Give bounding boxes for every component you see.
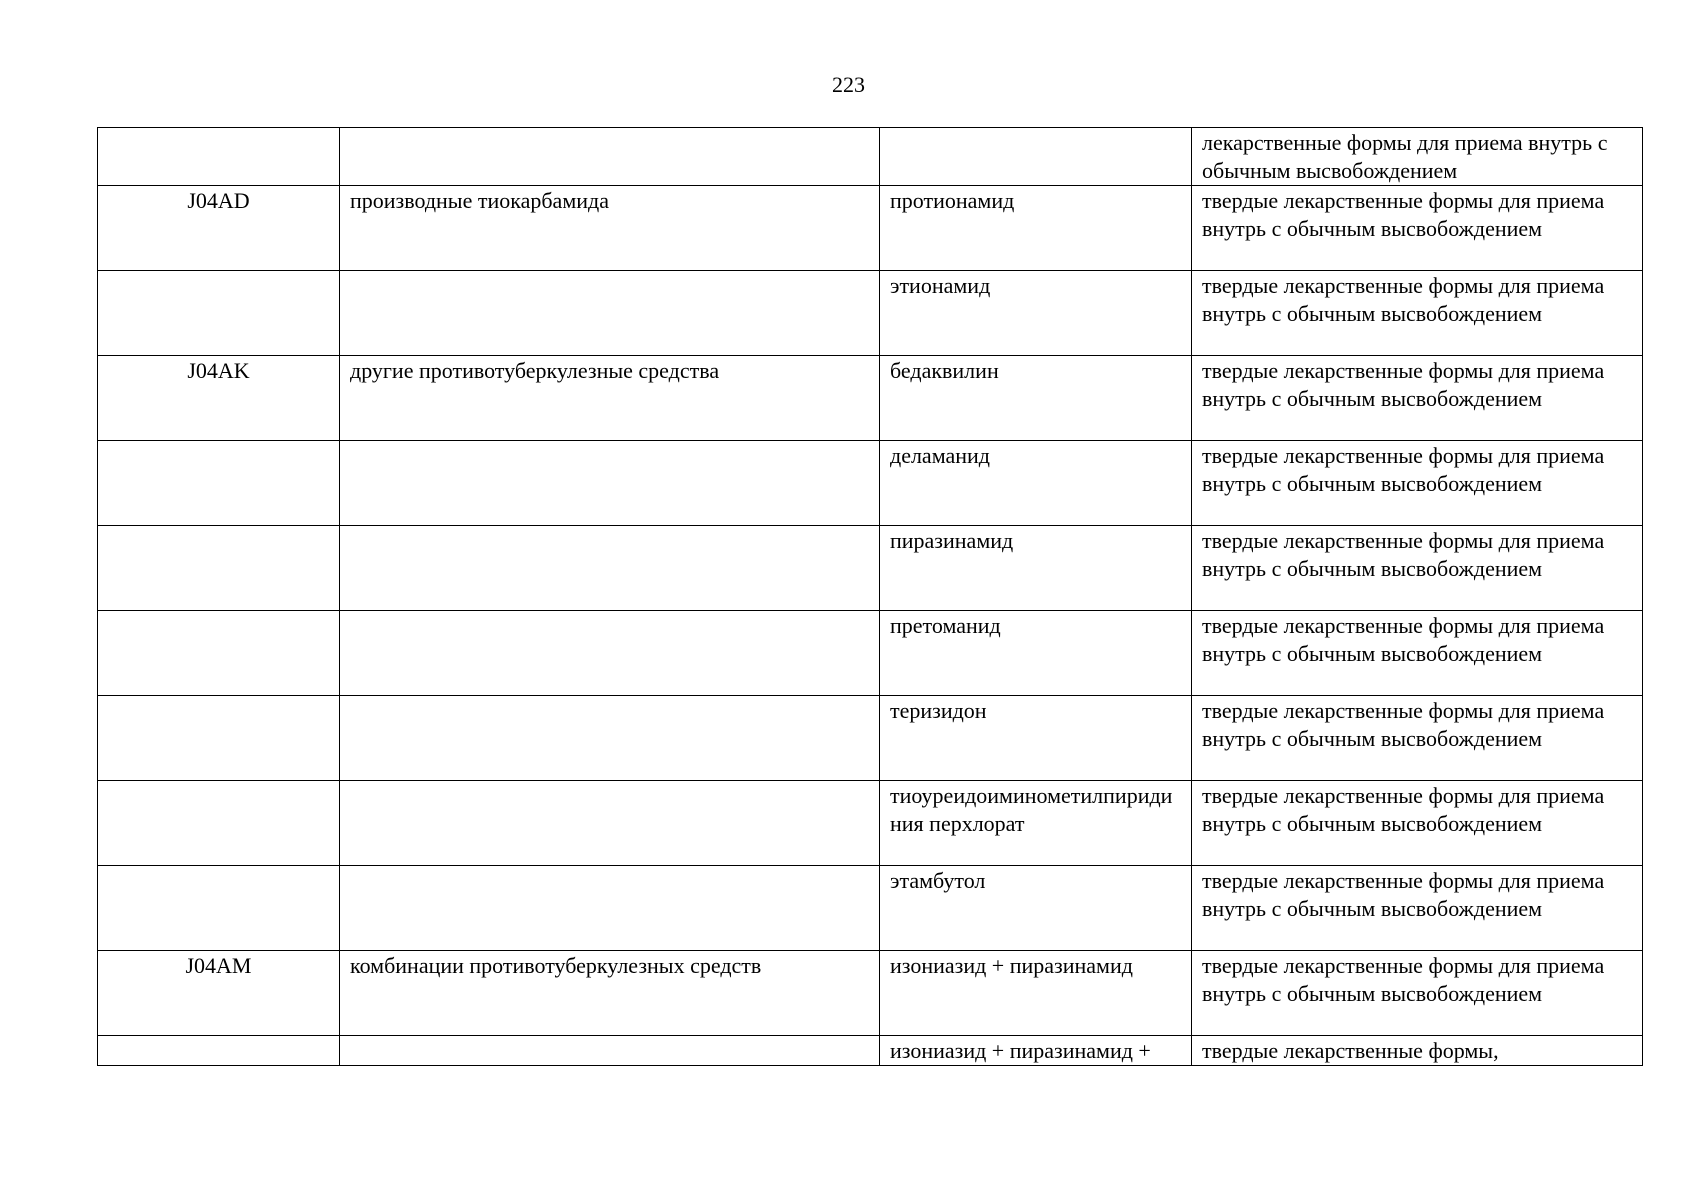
substance-cell: деламанид [880,441,1192,526]
atc-code-cell [98,271,340,356]
group-name-cell [340,128,880,186]
table-row [98,696,1643,781]
dosage-form-cell: твердые лекарственные формы для приема внутрь с обычным высвобождением [1192,441,1643,526]
substance-cell: претоманид [880,611,1192,696]
atc-code-cell [98,526,340,611]
table-row [98,356,1643,441]
atc-code-cell: J04AK [98,356,340,441]
table-row [98,951,1643,1036]
page-number: 223 [832,72,865,97]
table-row [98,526,1643,611]
table-row [98,186,1643,271]
atc-code-cell: J04AD [98,186,340,271]
substance-cell: пиразинамид [880,526,1192,611]
dosage-form-cell: твердые лекарственные формы для приема внутрь с обычным высвобождением [1192,951,1643,1036]
drug-table [97,127,1643,1066]
substance-cell: этионамид [880,271,1192,356]
group-name-cell [340,611,880,696]
dosage-form-cell: твердые лекарственные формы для приема внутрь с обычным высвобождением [1192,781,1643,866]
group-name-cell [340,1036,880,1066]
atc-code-cell [98,611,340,696]
group-name-cell [340,526,880,611]
substance-cell: этамбутол [880,866,1192,951]
table-row [98,781,1643,866]
dosage-form-cell: твердые лекарственные формы для приема внутрь с обычным высвобождением [1192,696,1643,781]
table-row [98,441,1643,526]
table-row [98,128,1643,186]
dosage-form-cell: твердые лекарственные формы для приема внутрь с обычным высвобождением [1192,526,1643,611]
dosage-form-cell: твердые лекарственные формы для приема внутрь с обычным высвобождением [1192,356,1643,441]
substance-cell [880,128,1192,186]
substance-cell: изониазид + пиразинамид + [880,1036,1192,1066]
dosage-form-cell: твердые лекарственные формы для приема внутрь с обычным высвобождением [1192,271,1643,356]
group-name-cell: производные тиокарбамида [340,186,880,271]
table-row [98,1036,1643,1066]
atc-code-cell [98,781,340,866]
substance-cell: теризидон [880,696,1192,781]
dosage-form-cell: твердые лекарственные формы для приема внутрь с обычным высвобождением [1192,611,1643,696]
group-name-cell [340,866,880,951]
table-row [98,866,1643,951]
dosage-form-cell: твердые лекарственные формы для приема внутрь с обычным высвобождением [1192,186,1643,271]
dosage-form-cell: лекарственные формы для приема внутрь с обычным высвобождением [1192,128,1643,186]
substance-cell: протионамид [880,186,1192,271]
table-row [98,611,1643,696]
table-row [98,271,1643,356]
group-name-cell: другие противотуберкулезные средства [340,356,880,441]
substance-cell: тиоуреидоиминометилпиридиния перхлорат [880,781,1192,866]
substance-cell: бедаквилин [880,356,1192,441]
atc-code-cell [98,128,340,186]
atc-code-cell [98,696,340,781]
atc-code-cell [98,441,340,526]
atc-code-cell [98,1036,340,1066]
substance-cell: изониазид + пиразинамид [880,951,1192,1036]
atc-code-cell: J04AM [98,951,340,1036]
group-name-cell [340,781,880,866]
dosage-form-cell: твердые лекарственные формы, [1192,1036,1643,1066]
group-name-cell [340,696,880,781]
group-name-cell [340,441,880,526]
dosage-form-cell: твердые лекарственные формы для приема внутрь с обычным высвобождением [1192,866,1643,951]
table-body [98,128,1643,1066]
atc-code-cell [98,866,340,951]
group-name-cell [340,271,880,356]
group-name-cell: комбинации противотуберкулезных средств [340,951,880,1036]
